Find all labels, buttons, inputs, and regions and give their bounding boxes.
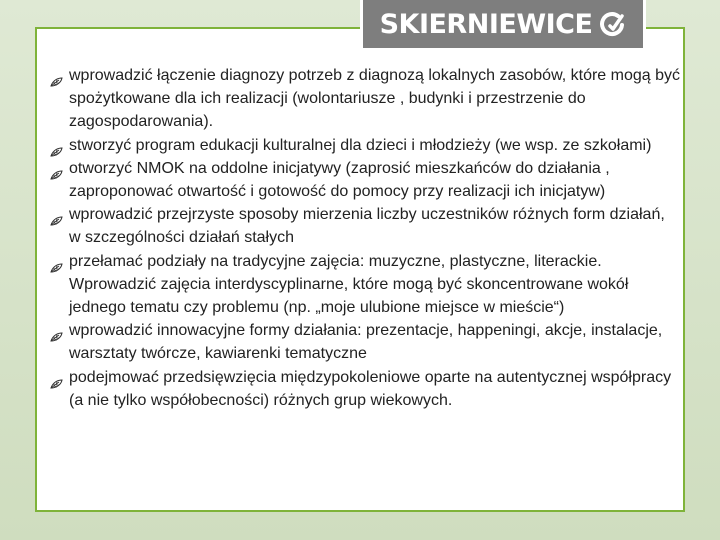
logo-text: SKIERNIEWICE [379,8,593,40]
list-item [50,366,680,412]
list-item [50,250,680,320]
list-item [50,157,680,203]
leaf-bullet-icon [50,373,63,383]
leaf-bullet-icon [50,141,63,151]
list-item [50,319,680,365]
point-text: otworzyć NMOK na oddolne inicjatywy (zaprosić mieszkańców do działania , zaproponować otwartość i gotowość do pomocy przy realizacji ich inicjatyw) [69,159,610,201]
city-logo [360,0,646,51]
point-text: stworzyć program edukacji kulturalnej dla dzieci i młodzieży (we wsp. ze szkołami) [69,136,652,154]
point-text: przełamać podziały na tradycyjne zajęcia: muzyczne, plastyczne, literackie. Wprowadzić zajęcia interdyscyplinarne, które mogą być skoncentrowane wokół jednego tematu czy problemu (np. „moje ulubione miejsce w mieście“) [69,252,629,317]
list-item [50,203,680,249]
bullet-list [50,64,680,412]
point-text: wprowadzić przejrzyste sposoby mierzenia liczby uczestników różnych form działań, w szczególności działań stałych [69,206,665,247]
leaf-bullet-icon [50,257,63,267]
point-text: podejmować przedsięwzięcia międzypokoleniowe oparte na autentycznej współpracy (a nie tylko współobecności) różnych grup wiekowych. [69,368,672,409]
point-text: wprowadzić łączenie diagnozy potrzeb z diagnozą lokalnych zasobów, które mogą być spożytkowane dla ich realizacji (wolontariusze , budynki i przestrzenie do zagospodarowania). [69,67,681,131]
leaf-bullet-icon [50,326,63,336]
leaf-bullet-icon [50,164,63,174]
leaf-bullet-icon [50,71,63,81]
skierniewice-emblem-icon [598,10,626,38]
point-text: wprowadzić innowacyjne formy działania: prezentacje, happeningi, akcje, instalacje, warsztaty twórcze, kawiarenki tematyczne [69,322,663,363]
leaf-bullet-icon [50,210,63,220]
list-item [50,134,680,157]
list-item [50,64,680,134]
